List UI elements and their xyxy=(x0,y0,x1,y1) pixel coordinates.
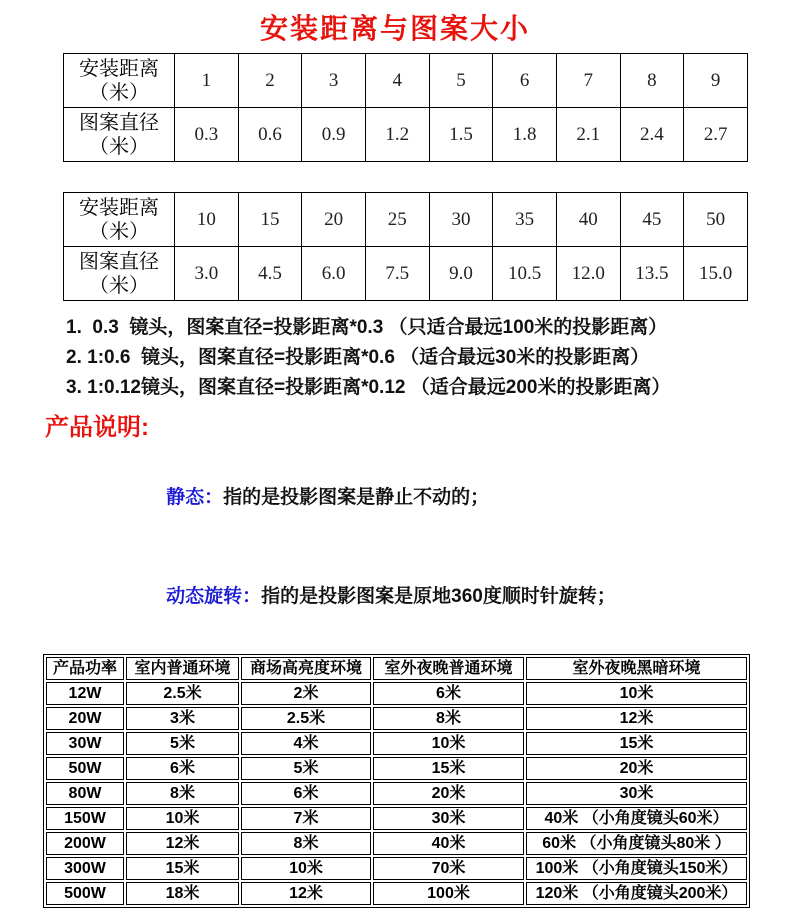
table-row xyxy=(46,857,747,880)
table-row xyxy=(46,732,747,755)
table-cell: 45 xyxy=(620,193,684,247)
table-cell: 120米 （小角度镜头200米） xyxy=(526,882,747,905)
table-row xyxy=(46,782,747,805)
table-cell: 30W xyxy=(46,732,124,755)
table-cell: 10米 xyxy=(526,682,747,705)
table-row xyxy=(46,882,747,905)
table-cell: 12W xyxy=(46,682,124,705)
table-cell: 60米 （小角度镜头80米 ） xyxy=(526,832,747,855)
table-cell: 12.0 xyxy=(556,247,620,301)
table-cell: 10 xyxy=(175,193,239,247)
table-cell: 7.5 xyxy=(365,247,429,301)
table-cell: 5 xyxy=(429,54,493,108)
table-cell: 50 xyxy=(684,193,748,247)
table-cell: 150W xyxy=(46,807,124,830)
table-cell: 40 xyxy=(556,193,620,247)
power-environment-table xyxy=(43,654,750,908)
row-header-cell xyxy=(64,247,175,301)
table-cell: 6米 xyxy=(126,757,239,780)
table-cell: 15米 xyxy=(373,757,524,780)
table-cell: 2米 xyxy=(241,682,371,705)
table-cell: 5米 xyxy=(126,732,239,755)
table-cell: 15.0 xyxy=(684,247,748,301)
table-cell: 20W xyxy=(46,707,124,730)
product-description-heading: 产品说明: xyxy=(45,414,149,441)
table-cell: 200W xyxy=(46,832,124,855)
table-cell: 0.3 xyxy=(175,108,239,162)
table-cell: 35 xyxy=(493,193,557,247)
table-cell: 15米 xyxy=(526,732,747,755)
table-cell: 25 xyxy=(365,193,429,247)
column-header: 产品功率 xyxy=(46,657,124,680)
table-cell: 15 xyxy=(238,193,302,247)
table-cell: 12米 xyxy=(126,832,239,855)
table-cell: 1 xyxy=(175,54,239,108)
row-header-line2: （米） xyxy=(89,274,149,297)
static-mode-desc: 指的是投影图案是静止不动的； xyxy=(223,487,490,508)
table-cell: 2.7 xyxy=(684,108,748,162)
table-cell: 2 xyxy=(238,54,302,108)
table-cell: 4米 xyxy=(241,732,371,755)
table-row xyxy=(46,807,747,830)
static-mode-term: 静态： xyxy=(166,487,224,508)
table-cell: 40米 xyxy=(373,832,524,855)
column-header: 室外夜晚黑暗环境 xyxy=(526,657,747,680)
table-row xyxy=(64,108,748,162)
column-header: 商场高亮度环境 xyxy=(241,657,371,680)
table-cell: 13.5 xyxy=(620,247,684,301)
install-distance-table-2 xyxy=(63,192,748,301)
table-cell: 9.0 xyxy=(429,247,493,301)
row-header-cell xyxy=(64,108,175,162)
table-cell: 6米 xyxy=(241,782,371,805)
table-cell: 4 xyxy=(365,54,429,108)
table-cell: 3 xyxy=(302,54,366,108)
table-cell: 6.0 xyxy=(302,247,366,301)
row-header-line1: 图案直径 xyxy=(79,250,159,273)
table-cell: 20米 xyxy=(373,782,524,805)
dynamic-mode-definition xyxy=(145,547,790,646)
table-cell: 30 xyxy=(429,193,493,247)
table-cell: 6 xyxy=(493,54,557,108)
table-cell: 7米 xyxy=(241,807,371,830)
table-cell: 80W xyxy=(46,782,124,805)
row-header-line1: 图案直径 xyxy=(79,111,159,134)
page-title: 安装距离与图案大小 xyxy=(259,13,530,44)
table-header-row xyxy=(46,657,747,680)
table-cell: 30米 xyxy=(373,807,524,830)
table-cell: 100米 （小角度镜头150米） xyxy=(526,857,747,880)
table-cell: 30米 xyxy=(526,782,747,805)
table-cell: 8米 xyxy=(241,832,371,855)
row-header-line1: 安装距离 xyxy=(79,57,159,80)
mode-definitions xyxy=(145,448,790,646)
column-header: 室外夜晚普通环境 xyxy=(373,657,524,680)
dynamic-mode-desc: 指的是投影图案是原地360度顺时针旋转； xyxy=(261,586,616,607)
table-cell: 4.5 xyxy=(238,247,302,301)
table-cell: 2.1 xyxy=(556,108,620,162)
table-row xyxy=(46,682,747,705)
table-cell: 500W xyxy=(46,882,124,905)
lens-note-1: 1. 0.3 镜头，图案直径=投影距离*0.3 （只适合最远100米的投影距离） xyxy=(66,317,668,338)
table-cell: 1.2 xyxy=(365,108,429,162)
table-cell: 6米 xyxy=(373,682,524,705)
table-row xyxy=(46,707,747,730)
static-mode-definition xyxy=(145,448,790,547)
table-cell: 18米 xyxy=(126,882,239,905)
row-header-line2: （米） xyxy=(89,81,149,104)
table-cell: 100米 xyxy=(373,882,524,905)
table-cell: 20 xyxy=(302,193,366,247)
table-row xyxy=(46,832,747,855)
row-header-cell xyxy=(64,193,175,247)
table-cell: 10.5 xyxy=(493,247,557,301)
table-cell: 10米 xyxy=(241,857,371,880)
table-cell: 300W xyxy=(46,857,124,880)
table-cell: 50W xyxy=(46,757,124,780)
table-cell: 70米 xyxy=(373,857,524,880)
table-cell: 3米 xyxy=(126,707,239,730)
table-cell: 0.9 xyxy=(302,108,366,162)
table-cell: 0.6 xyxy=(238,108,302,162)
table-cell: 10米 xyxy=(126,807,239,830)
table-row xyxy=(64,54,748,108)
table-cell: 2.5米 xyxy=(241,707,371,730)
table-cell: 2.4 xyxy=(620,108,684,162)
table-cell: 10米 xyxy=(373,732,524,755)
table-cell: 12米 xyxy=(526,707,747,730)
lens-notes xyxy=(66,313,790,403)
install-distance-table-1 xyxy=(63,53,748,162)
row-header-cell xyxy=(64,54,175,108)
table-cell: 40米 （小角度镜头60米） xyxy=(526,807,747,830)
table-cell: 7 xyxy=(556,54,620,108)
row-header-line2: （米） xyxy=(89,220,149,243)
table-row xyxy=(64,247,748,301)
row-header-line1: 安装距离 xyxy=(79,196,159,219)
table-cell: 1.5 xyxy=(429,108,493,162)
table-row xyxy=(64,193,748,247)
row-header-line2: （米） xyxy=(89,135,149,158)
dynamic-mode-term: 动态旋转： xyxy=(166,586,262,607)
table-cell: 2.5米 xyxy=(126,682,239,705)
lens-note-2: 2. 1:0.6 镜头，图案直径=投影距离*0.6 （适合最远30米的投影距离） xyxy=(66,347,650,368)
table-cell: 5米 xyxy=(241,757,371,780)
table-cell: 8米 xyxy=(126,782,239,805)
table-cell: 8 xyxy=(620,54,684,108)
column-header: 室内普通环境 xyxy=(126,657,239,680)
table-cell: 1.8 xyxy=(493,108,557,162)
table-cell: 3.0 xyxy=(175,247,239,301)
table-row xyxy=(46,757,747,780)
table-cell: 15米 xyxy=(126,857,239,880)
lens-note-3: 3. 1:0.12镜头，图案直径=投影距离*0.12 （适合最远200米的投影距离） xyxy=(66,377,671,398)
table-cell: 8米 xyxy=(373,707,524,730)
table-cell: 9 xyxy=(684,54,748,108)
table-cell: 20米 xyxy=(526,757,747,780)
table-cell: 12米 xyxy=(241,882,371,905)
